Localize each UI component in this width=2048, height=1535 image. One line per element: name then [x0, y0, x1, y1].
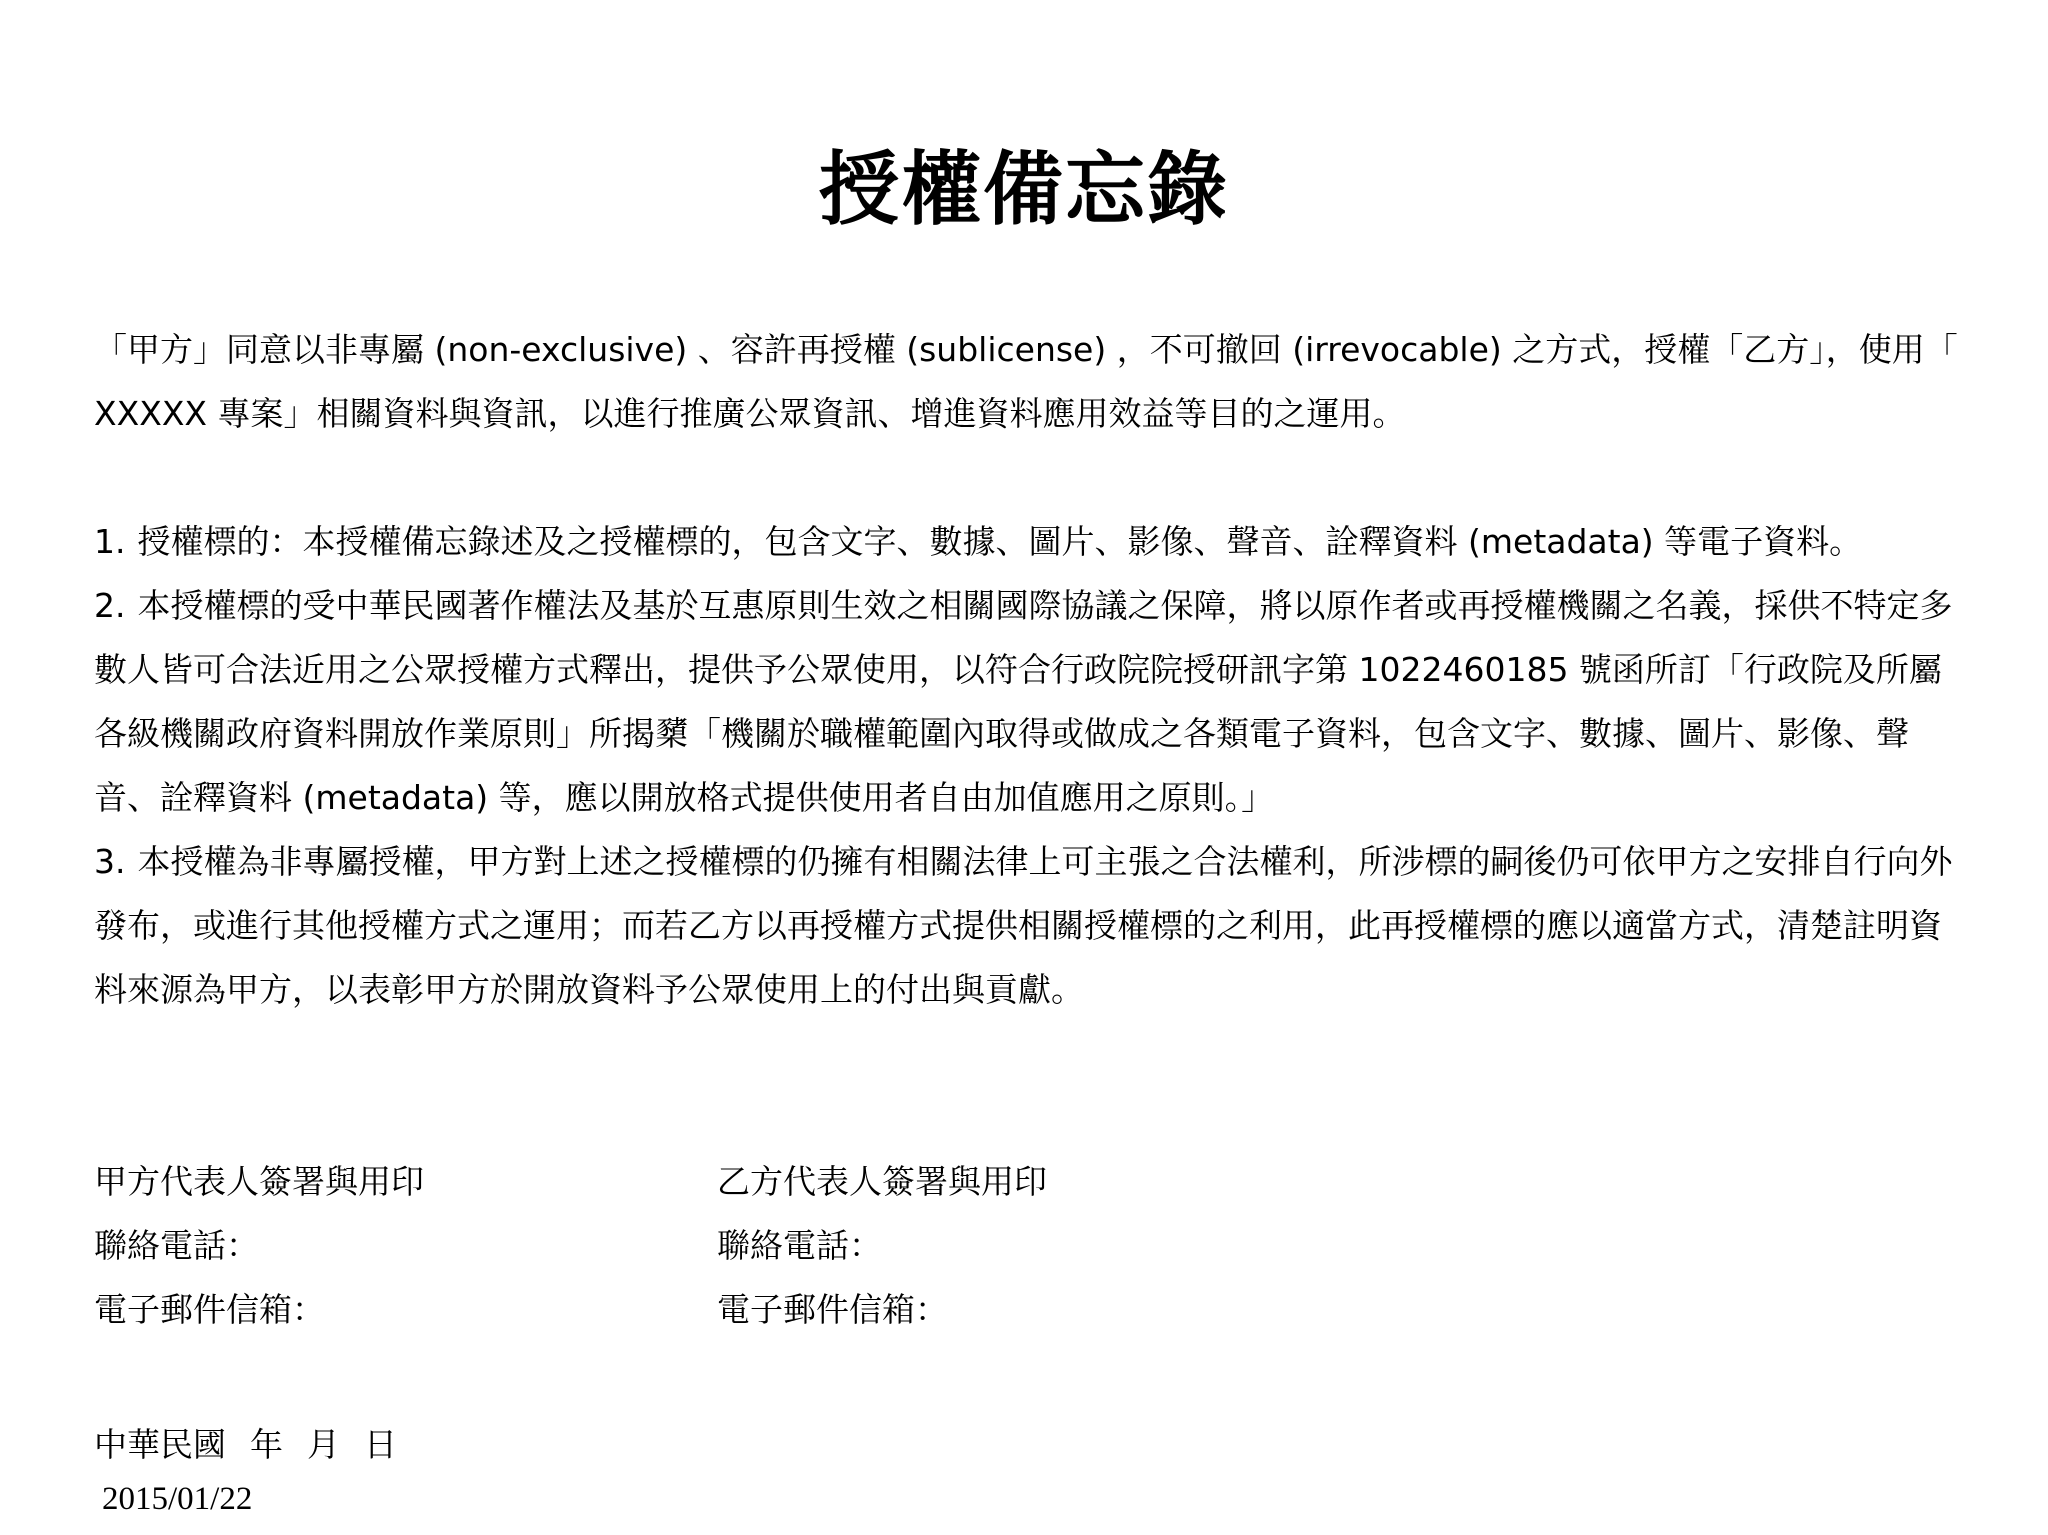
date-era: 中華民國: [94, 1425, 226, 1464]
party-a-phone-label: 聯絡電話：: [94, 1226, 259, 1265]
intro-paragraph: 「甲方」同意以非專屬 (non-exclusive) 、容許再授權 (sublicense) ，不可撤回 (irrevocable) 之方式，授權「乙方」，使用「 XXXXX 專案」相關資料與資訊，以進行推廣公眾資訊、增進資料應用效益等目的之運用。: [94, 330, 1958, 433]
party-a-signature-label: 甲方代表人簽署與用印: [94, 1162, 424, 1201]
clause-number: 3.: [94, 842, 126, 881]
clause-text: 授權標的：本授權備忘錄述及之授權標的，包含文字、數據、圖片、影像、聲音、詮釋資料 (metadata) 等電子資料。: [137, 522, 1863, 561]
clause-item: [94, 510, 1974, 574]
clause-number: 2.: [94, 586, 126, 625]
party-a-signature-block: [94, 1150, 424, 1342]
document-date: 2015/01/22: [102, 1481, 253, 1517]
clause-text: 本授權標的受中華民國著作權法及基於互惠原則生效之相關國際協議之保障，將以原作者或再授權機關之名義，採供不特定多數人皆可合法近用之公眾授權方式釋出，提供予公眾使用，以符合行政院院授研訊字第 1022460185 號函所訂「行政院及所屬各級機關政府資料開放作業原則」所揭櫫「機關於職權範圍內取得或做成之各類電子資料，包含文字、數據、圖片、影像、聲音、詮釋資料 (metadata) 等，應以開放格式提供使用者自由加值應用之原則。」: [94, 586, 1953, 817]
party-b-email-label: 電子郵件信箱：: [717, 1290, 948, 1329]
party-a-email-label: 電子郵件信箱：: [94, 1290, 325, 1329]
clause-item: [94, 574, 1974, 830]
clause-list: [94, 510, 1974, 1022]
signing-date-line: [94, 1413, 421, 1477]
clause-number: 1.: [94, 522, 126, 561]
party-b-phone-label: 聯絡電話：: [717, 1226, 882, 1265]
date-month: 月: [307, 1425, 340, 1464]
clause-text: 本授權為非專屬授權，甲方對上述之授權標的仍擁有相關法律上可主張之合法權利，所涉標的嗣後仍可依甲方之安排自行向外發布，或進行其他授權方式之運用；而若乙方以再授權方式提供相關授權標的之利用，此再授權標的應以適當方式，清楚註明資料來源為甲方，以表彰甲方於開放資料予公眾使用上的付出與貢獻。: [94, 842, 1953, 1009]
party-b-signature-label: 乙方代表人簽署與用印: [717, 1162, 1047, 1201]
date-day: 日: [364, 1425, 397, 1464]
party-b-signature-block: [717, 1150, 1047, 1342]
date-year: 年: [250, 1425, 283, 1464]
clause-item: [94, 830, 1974, 1022]
document-title: 授權備忘錄: [819, 143, 1229, 236]
